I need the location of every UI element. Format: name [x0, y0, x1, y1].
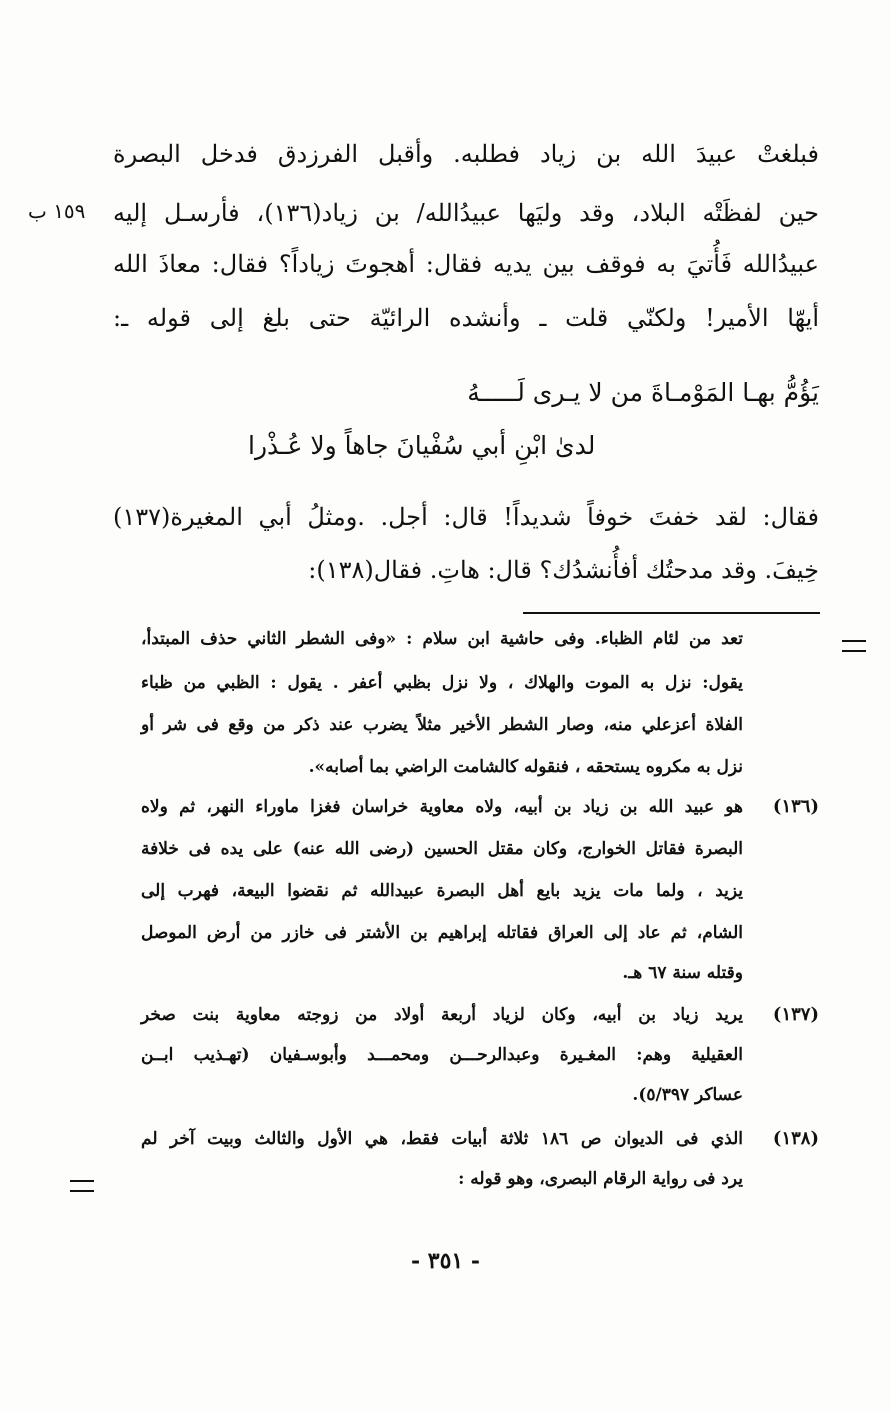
footnote-line: الفلاة أعزعلي منه، وصار الشطر الأخير مثلاً يضرب عند ذكر من وقع فى شر أو	[141, 715, 743, 735]
footnote-number: (١٣٧)	[772, 1004, 819, 1025]
footnote-line: يقول: نزل به الموت والهلاك ، ولا نزل بظبي أعفر . يقول : الظبي من ظباء	[141, 673, 743, 693]
footnote-line: وقتله سنة ٦٧ هـ.	[622, 963, 743, 983]
footnote-line: الشام، ثم عاد إلى العراق فقاتله إبراهيم بن الأشتر فى خازر من أرض الموصل	[141, 923, 743, 943]
footnote-line: الذي فى الديوان ص ١٨٦ ثلاثة أبيات فقط، هي الأول والثالث وبيت آخر لم	[141, 1129, 743, 1149]
footnote-number: (١٣٨)	[772, 1128, 819, 1149]
verse-second-hemistich: لدىٰ ابْنِ أبي سُفْيانَ جاهاً ولا عُـذْرا	[248, 431, 596, 460]
body-line: فقال: لقد خفتَ خوفاً شديداً! قال: أجل. .ومثلُ أبي المغيرة(١٣٧)	[113, 503, 819, 531]
footnote-separator	[523, 612, 820, 614]
page-number: - ٣٥١ -	[410, 1248, 481, 1274]
body-line: فبلغتْ عبيدَ الله بن زياد فطلبه. وأقبل الفرزدق فدخل البصرة	[113, 140, 819, 168]
footnote-line: تعد من لئام الظباء. وفى حاشية ابن سلام : «وفى الشطر الثاني حذف المبتدأ،	[141, 629, 743, 649]
manuscript-folio-note: ١٥٩ ب	[28, 199, 86, 223]
body-line: حين لفظَتْه البلاد، وقد وليَها عبيدُالله/ بن زياد(١٣٦)، فأرسـل إليه	[113, 199, 819, 227]
footnote-line: هو عبيد الله بن زياد بن أبيه، ولاه معاوية خراسان فغزا ماوراء النهر، ثم ولاه	[141, 797, 743, 817]
footnote-line: نزل به مكروه يستحقه ، فنقوله كالشامت الراضي بما أصابه».	[308, 757, 743, 777]
body-line: عبيدُالله فَأُتيَ به فوقف بين يديه فقال: أهجوتَ زياداً؟ فقال: معاذَ الله	[113, 250, 819, 278]
footnote-line: يريد زياد بن أبيه، وكان لزياد أربعة أولاد من زوجته معاوية بنت صخر	[141, 1005, 743, 1025]
footnote-line: عساكر ٥/٣٩٧).	[632, 1085, 743, 1105]
footnote-line: العقيلية وهم: المغـيرة وعبدالرحـــن ومحمـــد وأبوسـفيان (تهـذيب ابــن	[141, 1045, 743, 1065]
footnote-line: يزيد ، ولما مات يزيد بايع أهل البصرة عبيدالله ثم نقضوا البيعة، فهرب إلى	[141, 881, 743, 901]
body-line: أيهّا الأمير! ولكنّي قلت ـ وأنشده الرائيّة حتى بلغ إلى قوله ـ:	[113, 304, 819, 332]
footnote-line: يرد فى رواية الرقام البصرى، وهو قوله :	[458, 1169, 743, 1189]
verse-first-hemistich: يَؤُمُّ بهـا المَوْمـاةَ من لا يـرى لَـــــهُ	[467, 378, 819, 407]
footnote-line: البصرة فقاتل الخوارج، وكان مقتل الحسين (رضى الله عنه) على يده فى خلافة	[141, 839, 743, 859]
footnote-number: (١٣٦)	[772, 796, 819, 817]
continuation-mark	[842, 640, 866, 652]
body-line: خِيفَ. وقد مدحتُك أفأُنشدُك؟ قال: هاتِ. فقال(١٣٨):	[308, 556, 819, 584]
continuation-mark	[70, 1180, 94, 1192]
